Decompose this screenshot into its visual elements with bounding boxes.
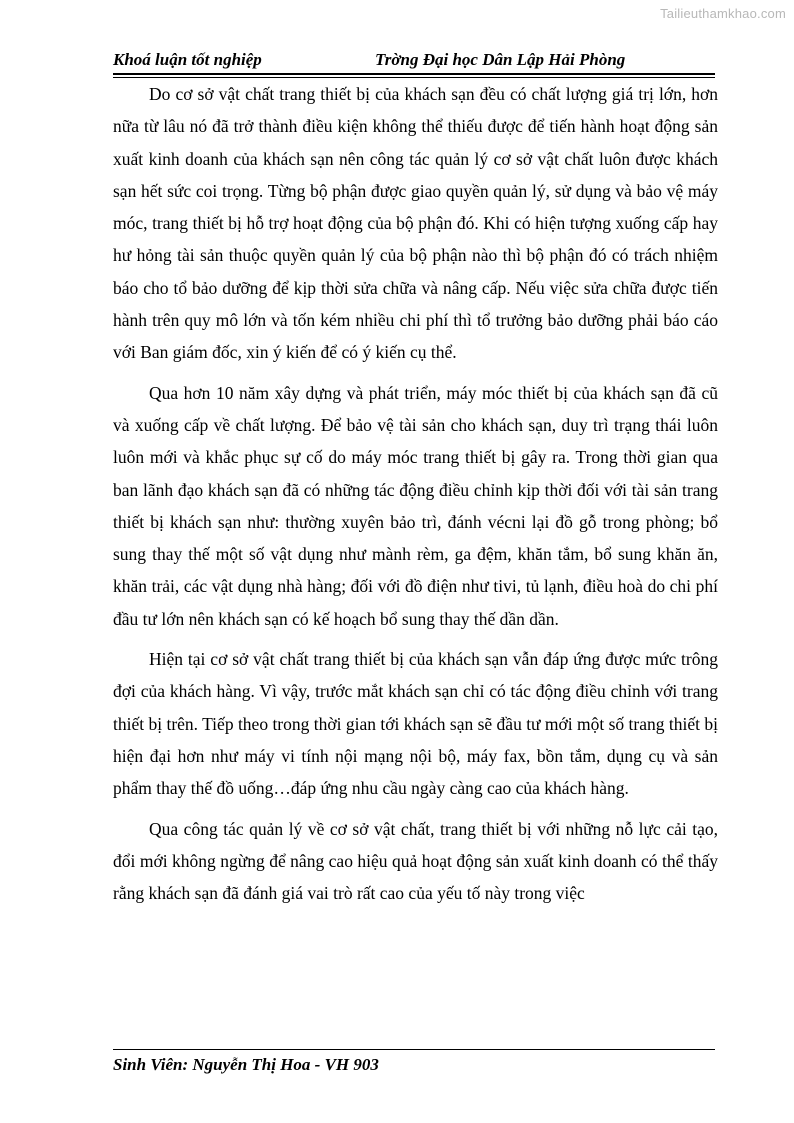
paragraph-2: Qua hơn 10 năm xây dựng và phát triển, máy móc thiết bị của khách sạn đã cũ và xuống cấp về chất lượng. Để bảo vệ tài sản cho khách sạn, duy trì trạng thái luôn luôn mới và khắc phục sự cố do máy móc trang thiết bị gây ra. Trong thời gian qua ban lãnh đạo khách sạn đã có những tác động điều chỉnh kịp thời đối với tài sản trang thiết bị khách sạn như: thường xuyên bảo trì, đánh vécni lại đồ gỗ trong phòng; bổ sung thay thế một số vật dụng như mành rèm, ga đệm, khăn tắm, bổ sung khăn ăn, khăn trải, các vật dụng nhà hàng; đối với đồ điện như tivi, tủ lạnh, điều hoà do chi phí đầu tư lớn nên khách sạn có kế hoạch bổ sung thay thế dần dần. [113,382,718,629]
paragraph-1: Do cơ sở vật chất trang thiết bị của khách sạn đều có chất lượng giá trị lớn, hơn nữa từ lâu nó đã trở thành điều kiện không thể thiếu được để tiến hành hoạt động sản xuất kinh doanh của khách sạn nên công tác quản lý cơ sở vật chất luôn được khách sạn hết sức coi trọng. Từng bộ phận được giao quyền quản lý, sử dụng và bảo vệ máy móc, trang thiết bị hỗ trợ hoạt động của bộ phận đó. Khi có hiện tượng xuống cấp hay hư hỏng tài sản thuộc quyền quản lý của bộ phận nào thì bộ phận đó có trách nhiệm báo cho tổ bảo dưỡng để kịp thời sửa chữa và nâng cấp. Nếu việc sửa chữa được tiến hành trên quy mô lớn và tốn kém nhiều chi phí thì tổ trưởng bảo dưỡng phải báo cáo với Ban giám đốc, xin ý kiến để có ý kiến cụ thể. [113,84,718,363]
paragraph-4: Qua công tác quản lý về cơ sở vật chất, trang thiết bị với những nỗ lực cải tạo, đổi mới không ngừng để nâng cao hiệu quả hoạt động sản xuất kinh doanh có thể thấy rằng khách sạn đã đánh giá vai trò rất cao của yếu tố này trong việc [113,818,718,904]
header-thesis-title: Khoá luận tốt nghiệp [113,50,262,69]
watermark-text: Tailieuthamkhao.com [660,6,786,21]
body-text [113,78,718,917]
footer-divider [113,1049,715,1050]
header-divider [113,73,715,75]
footer-student: Sinh Viên: Nguyễn Thị Hoa - VH 903 [113,1055,379,1074]
page-header [113,44,715,74]
paragraph-3: Hiện tại cơ sở vật chất trang thiết bị của khách sạn vẫn đáp ứng được mức trông đợi của khách hàng. Vì vậy, trước mắt khách sạn chỉ có tác động điều chỉnh với trang thiết bị trên. Tiếp theo trong thời gian tới khách sạn sẽ đầu tư mới một số trang thiết bị hiện đại hơn như máy vi tính nội mạng nội bộ, máy fax, bồn tắm, dụng cụ và sản phẩm thay thế đồ uống…đáp ứng nhu cầu ngày càng cao của khách hàng. [113,649,718,799]
header-university: Trờng Đại học Dân Lập Hải Phòng [375,50,626,69]
